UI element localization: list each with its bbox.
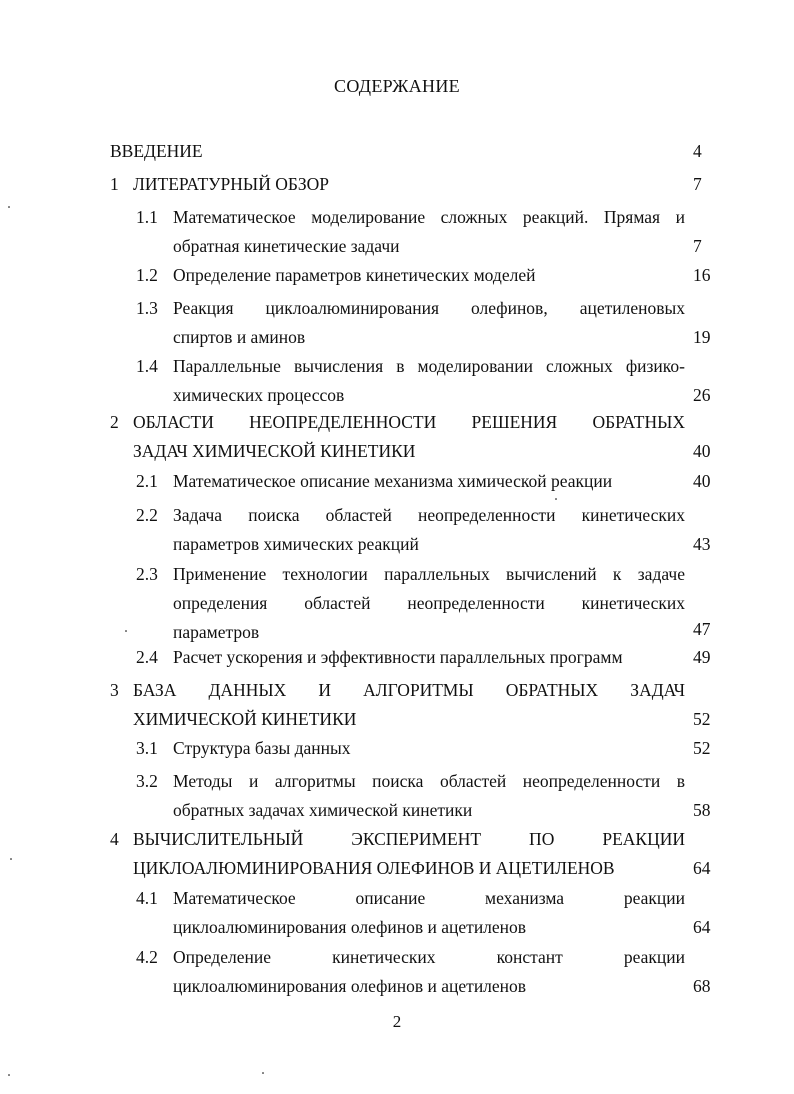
- toc-entry-text: ВЫЧИСЛИТЕЛЬНЫЙ ЭКСПЕРИМЕНТ ПО РЕАКЦИИ ЦИКЛОАЛЮМИНИРОВАНИЯ ОЛЕФИНОВ И АЦЕТИЛЕНОВ: [133, 829, 685, 878]
- toc-entry-number: 3: [110, 680, 119, 700]
- toc-entry-text: Математическое моделирование сложных реакций. Прямая и обратная кинетические задачи: [173, 207, 685, 256]
- toc-entry-number: 2.4: [136, 647, 158, 667]
- toc-entry-number: 4.1: [136, 888, 158, 908]
- scan-speck: [555, 498, 557, 500]
- toc-entry-text: Математическое описание механизма химической реакции: [173, 471, 613, 491]
- toc-page-number: 43: [693, 534, 711, 554]
- toc-entry-number: 2.1: [136, 471, 158, 491]
- toc-entry-text: Задача поиска областей неопределенности кинетических параметров химических реакций: [173, 505, 685, 554]
- toc-entry-text: БАЗА ДАННЫХ И АЛГОРИТМЫ ОБРАТНЫХ ЗАДАЧ ХИМИЧЕСКОЙ КИНЕТИКИ: [133, 680, 685, 729]
- toc-page-number: 19: [693, 327, 711, 347]
- scan-speck: [262, 1072, 264, 1074]
- toc-entry-number: 3.2: [136, 771, 158, 791]
- toc-entry-text: Структура базы данных: [173, 738, 351, 758]
- toc-entry-number: 2: [110, 412, 119, 432]
- scan-speck: [8, 1074, 10, 1076]
- toc-page-number: 52: [693, 709, 711, 729]
- toc-entry-text: Реакция циклоалюминирования олефинов, ацетиленовых спиртов и аминов: [173, 298, 685, 347]
- toc-entry-number: 4: [110, 829, 119, 849]
- toc-page-number: 7: [693, 236, 702, 256]
- toc-page-number: 7: [693, 174, 702, 194]
- toc-entry-text: Определение кинетических констант реакции циклоалюминирования олефинов и ацетиленов: [173, 947, 685, 996]
- toc-entry-number: 3.1: [136, 738, 158, 758]
- toc-entry-number: 1.3: [136, 298, 158, 318]
- scan-speck: [10, 858, 12, 860]
- toc-entry-text: Определение параметров кинетических моделей: [173, 265, 536, 285]
- scan-speck: [8, 206, 10, 208]
- toc-entry-number: 1: [110, 174, 119, 194]
- toc-entry-text: Математическое описание механизма реакции циклоалюминирования олефинов и ацетиленов: [173, 888, 685, 937]
- toc-page-number: 58: [693, 800, 711, 820]
- toc-entry-text: Методы и алгоритмы поиска областей неопределенности в обратных задачах химической кинетики: [173, 771, 685, 820]
- toc-page-number: 26: [693, 385, 711, 405]
- toc-entry-text: Параллельные вычисления в моделировании сложных физико- химических процессов: [173, 356, 685, 405]
- toc-page-number: 40: [693, 441, 711, 461]
- toc-page-number: 64: [693, 858, 711, 878]
- toc-entry-text: ВВЕДЕНИЕ: [110, 141, 203, 161]
- toc-entry-number: 2.2: [136, 505, 158, 525]
- page-number-footer: 2: [392, 1012, 402, 1031]
- toc-entry-number: 1.2: [136, 265, 158, 285]
- toc-page-number: 64: [693, 917, 711, 937]
- toc-entry-number: 1.4: [136, 356, 158, 376]
- toc-entry-number: 2.3: [136, 564, 158, 584]
- toc-page-number: 68: [693, 976, 711, 996]
- toc-page-number: 49: [693, 647, 711, 667]
- page-title: СОДЕРЖАНИЕ: [334, 76, 460, 96]
- toc-page-number: 52: [693, 738, 711, 758]
- toc-entry-text: Расчет ускорения и эффективности параллельных программ: [173, 647, 623, 667]
- toc-page-number: 16: [693, 265, 711, 285]
- toc-entry-number: 4.2: [136, 947, 158, 967]
- toc-page-number: 4: [693, 141, 702, 161]
- scan-speck: [125, 630, 127, 632]
- toc-entry-text: Применение технологии параллельных вычислений к задаче определения областей неопределенности кинетических параметров: [173, 564, 685, 642]
- toc-page-number: 40: [693, 471, 711, 491]
- toc-entry-text: ЛИТЕРАТУРНЫЙ ОБЗОР: [133, 174, 330, 194]
- toc-entry-number: 1.1: [136, 207, 158, 227]
- toc-page-number: 47: [693, 619, 711, 639]
- toc-entry-text: ОБЛАСТИ НЕОПРЕДЕЛЕННОСТИ РЕШЕНИЯ ОБРАТНЫХ ЗАДАЧ ХИМИЧЕСКОЙ КИНЕТИКИ: [133, 412, 685, 461]
